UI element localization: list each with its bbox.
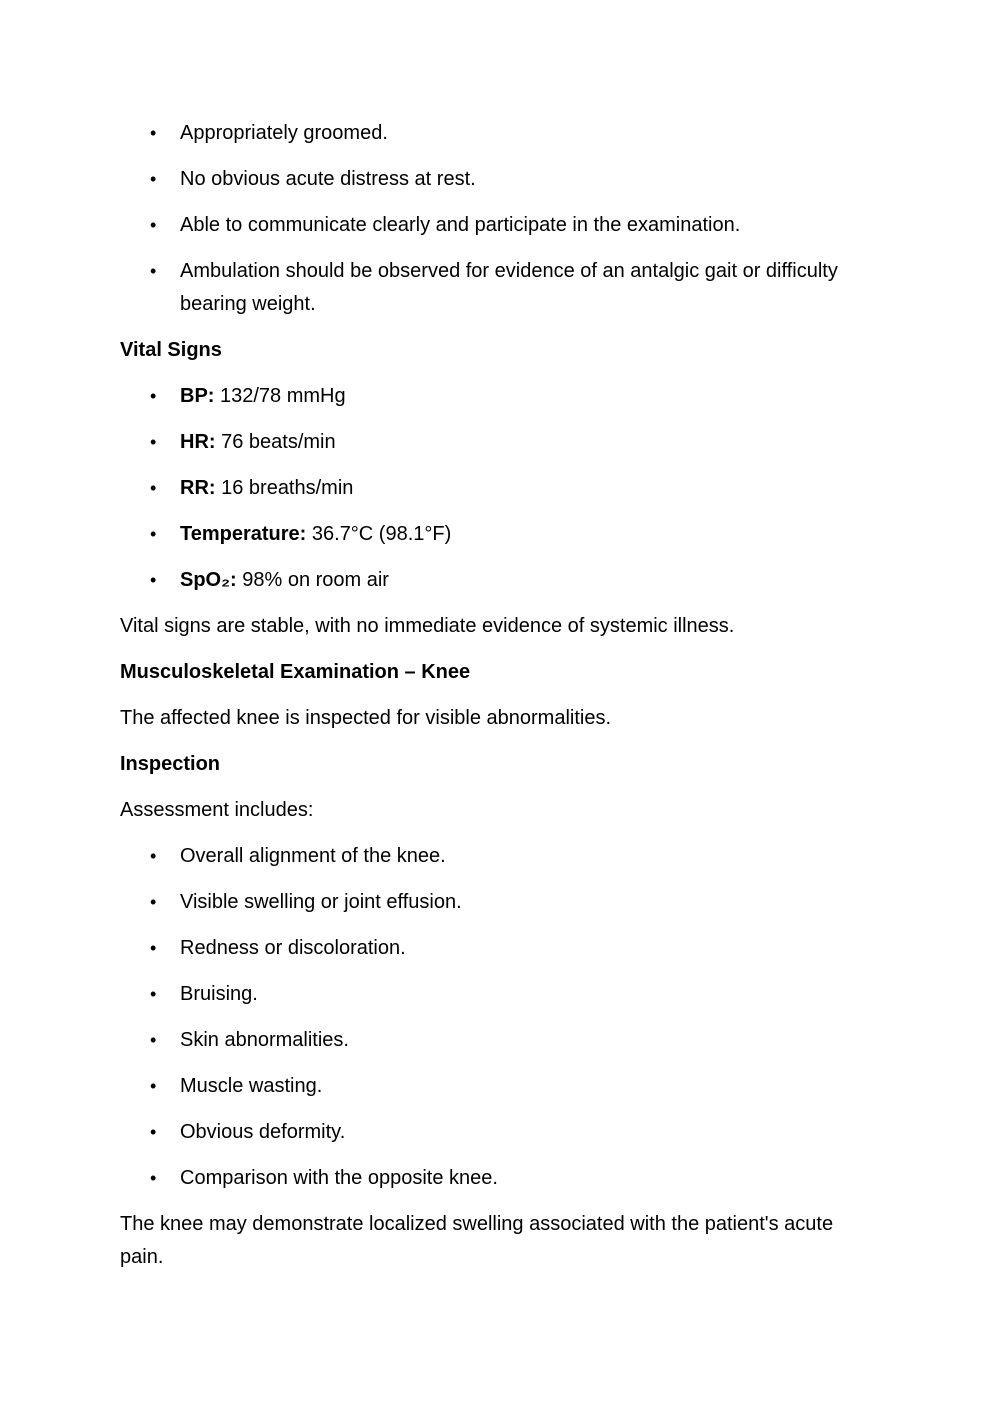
bullet-icon: • — [150, 1122, 157, 1142]
bullet-icon: • — [150, 1168, 157, 1188]
bullet-icon: • — [150, 478, 157, 498]
vital-sign-label: HR: — [180, 431, 216, 453]
vital-sign-value: 76 beats/min — [215, 431, 336, 453]
list-item-text: Overall alignment of the knee. — [180, 845, 446, 867]
vital-sign-label: RR: — [180, 477, 216, 499]
list-item — [120, 840, 840, 873]
inspection-heading: Inspection — [120, 753, 221, 775]
bullet-icon: • — [150, 1076, 157, 1096]
list-item — [120, 932, 840, 965]
list-item-text: Comparison with the opposite knee. — [180, 1167, 498, 1189]
vital-sign-value: 132/78 mmHg — [214, 385, 346, 407]
list-item-text: No obvious acute distress at rest. — [180, 168, 476, 190]
list-item-text: Skin abnormalities. — [180, 1029, 349, 1051]
list-item — [120, 1162, 840, 1195]
bullet-icon: • — [150, 432, 157, 452]
vital-sign-label: Temperature: — [180, 523, 307, 545]
list-item-text: Able to communicate clearly and participate in the examination. — [180, 214, 741, 236]
vital-sign-temperature — [120, 518, 840, 551]
list-item-text: Bruising. — [180, 983, 258, 1005]
general-appearance-list — [120, 117, 840, 321]
vital-signs-summary: Vital signs are stable, with no immediate evidence of systemic illness. — [120, 615, 735, 637]
bullet-icon: • — [150, 261, 157, 281]
vital-sign-bp — [120, 380, 840, 413]
vital-sign-spo2 — [120, 564, 840, 597]
vital-sign-label: SpO₂: — [180, 569, 237, 591]
bullet-icon: • — [150, 386, 157, 406]
list-item — [120, 209, 840, 242]
bullet-icon: • — [150, 524, 157, 544]
msk-exam-heading: Musculoskeletal Examination – Knee — [120, 661, 471, 683]
vital-sign-value: 16 breaths/min — [215, 477, 354, 499]
list-item-text: Muscle wasting. — [180, 1075, 323, 1097]
bullet-icon: • — [150, 1030, 157, 1050]
list-item-text: Obvious deformity. — [180, 1121, 346, 1143]
list-item-text: Visible swelling or joint effusion. — [180, 891, 462, 913]
list-item-text: Ambulation should be observed for evidence of an antalgic gait or difficulty bearing weight. — [180, 260, 838, 315]
bullet-icon: • — [150, 570, 157, 590]
list-item — [120, 978, 840, 1011]
vital-sign-value: 98% on room air — [236, 569, 389, 591]
list-item — [120, 1070, 840, 1103]
list-item — [120, 886, 840, 919]
inspection-conclusion: The knee may demonstrate localized swelling associated with the patient's acute pain. — [120, 1213, 834, 1268]
vital-sign-hr — [120, 426, 840, 459]
list-item — [120, 163, 840, 196]
list-item — [120, 117, 840, 150]
bullet-icon: • — [150, 169, 157, 189]
list-item-text: Appropriately groomed. — [180, 122, 388, 144]
list-item — [120, 1116, 840, 1149]
bullet-icon: • — [150, 215, 157, 235]
inspection-list — [120, 840, 840, 1195]
bullet-icon: • — [150, 123, 157, 143]
document-page — [120, 117, 840, 1287]
vital-sign-value: 36.7°C (98.1°F) — [306, 523, 452, 545]
bullet-icon: • — [150, 984, 157, 1004]
list-item — [120, 255, 840, 321]
list-item — [120, 1024, 840, 1057]
bullet-icon: • — [150, 846, 157, 866]
list-item-text: Redness or discoloration. — [180, 937, 406, 959]
inspection-intro: Assessment includes: — [120, 799, 314, 821]
vital-signs-list — [120, 380, 840, 597]
msk-exam-intro: The affected knee is inspected for visible abnormalities. — [120, 707, 612, 729]
vital-signs-heading: Vital Signs — [120, 339, 222, 361]
bullet-icon: • — [150, 892, 157, 912]
vital-sign-label: BP: — [180, 385, 215, 407]
vital-sign-rr — [120, 472, 840, 505]
bullet-icon: • — [150, 938, 157, 958]
